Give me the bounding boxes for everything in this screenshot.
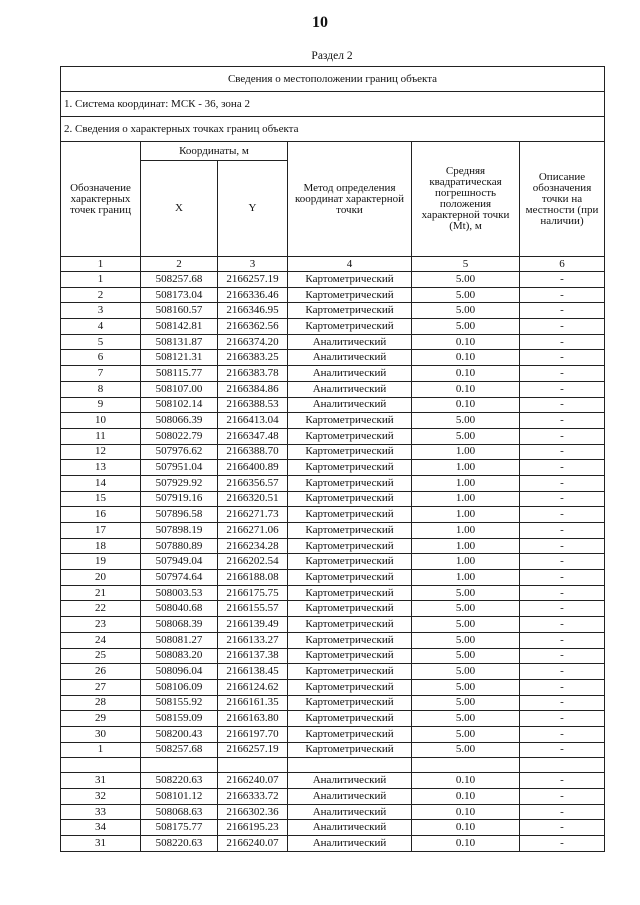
coord-x: 508003.53: [141, 585, 218, 601]
table-row: [61, 836, 605, 852]
accuracy: 0.10: [412, 366, 520, 382]
coord-x: 508131.87: [141, 334, 218, 350]
coord-x: 508220.63: [141, 836, 218, 852]
table-row: [61, 820, 605, 836]
description: -: [520, 413, 605, 429]
table-row: [61, 287, 605, 303]
coord-y: 2166240.07: [218, 773, 288, 789]
description: -: [520, 601, 605, 617]
point-number: 6: [61, 350, 141, 366]
point-number: 34: [61, 820, 141, 836]
table-row: [61, 695, 605, 711]
method: Аналитический: [288, 836, 412, 852]
coord-x: 507974.64: [141, 570, 218, 586]
description: -: [520, 617, 605, 633]
coord-y: 2166155.57: [218, 601, 288, 617]
method: Картометрический: [288, 617, 412, 633]
point-number: 31: [61, 773, 141, 789]
point-number: 1: [61, 742, 141, 758]
coord-x: 508160.57: [141, 303, 218, 319]
coord-x: 507919.16: [141, 491, 218, 507]
coord-x: 508081.27: [141, 632, 218, 648]
table-row: [61, 664, 605, 680]
point-number: 8: [61, 381, 141, 397]
point-number: 32: [61, 789, 141, 805]
coord-x: 507929.92: [141, 475, 218, 491]
method: Картометрический: [288, 319, 412, 335]
header-accuracy: Средняя квадратическая погрешность положения характерной точки (Mt), м: [412, 142, 520, 257]
method: Картометрический: [288, 507, 412, 523]
method: Картометрический: [288, 679, 412, 695]
point-number: 15: [61, 491, 141, 507]
accuracy: 5.00: [412, 272, 520, 288]
method: Аналитический: [288, 366, 412, 382]
point-number: 18: [61, 538, 141, 554]
method: Аналитический: [288, 773, 412, 789]
description: -: [520, 287, 605, 303]
method: Картометрический: [288, 444, 412, 460]
coord-y: 2166195.23: [218, 820, 288, 836]
coord-x: 508106.09: [141, 679, 218, 695]
table-row: [61, 428, 605, 444]
coord-x: 508159.09: [141, 711, 218, 727]
method: Картометрический: [288, 570, 412, 586]
method: Аналитический: [288, 804, 412, 820]
empty-cell: [288, 758, 412, 773]
coord-y: 2166320.51: [218, 491, 288, 507]
table-row: [61, 726, 605, 742]
point-number: 21: [61, 585, 141, 601]
coord-y: 2166388.53: [218, 397, 288, 413]
table-row: [61, 601, 605, 617]
table-row: [61, 334, 605, 350]
coord-x: 508155.92: [141, 695, 218, 711]
description: -: [520, 679, 605, 695]
coord-y: 2166271.73: [218, 507, 288, 523]
coord-system: 1. Система координат: МСК - 36, зона 2: [61, 92, 605, 117]
coord-x: 507898.19: [141, 523, 218, 539]
coord-y: 2166388.70: [218, 444, 288, 460]
point-number: 5: [61, 334, 141, 350]
table-row: [61, 350, 605, 366]
coord-y: 2166138.45: [218, 664, 288, 680]
coord-y: 2166346.95: [218, 303, 288, 319]
accuracy: 5.00: [412, 413, 520, 429]
coord-y: 2166257.19: [218, 742, 288, 758]
method: Картометрический: [288, 648, 412, 664]
description: -: [520, 836, 605, 852]
coord-system-row: [61, 92, 605, 117]
point-number: 31: [61, 836, 141, 852]
table-row: [61, 523, 605, 539]
points-title: 2. Сведения о характерных точках границ объекта: [61, 117, 605, 142]
description: -: [520, 695, 605, 711]
coord-x: 508107.00: [141, 381, 218, 397]
header-method: Метод определения координат характерной точки: [288, 142, 412, 257]
description: -: [520, 554, 605, 570]
header-description: Описание обозначения точки на местности (при наличии): [520, 142, 605, 257]
coord-x: 508115.77: [141, 366, 218, 382]
method: Картометрический: [288, 460, 412, 476]
coord-x: 507951.04: [141, 460, 218, 476]
description: -: [520, 397, 605, 413]
coord-x: 508200.43: [141, 726, 218, 742]
coord-x: 508175.77: [141, 820, 218, 836]
coord-y: 2166383.25: [218, 350, 288, 366]
description: -: [520, 664, 605, 680]
table-row: [61, 804, 605, 820]
table-row: [61, 538, 605, 554]
coord-y: 2166234.28: [218, 538, 288, 554]
coord-x: 508068.63: [141, 804, 218, 820]
column-numbers-row: [61, 257, 605, 272]
coord-y: 2166356.57: [218, 475, 288, 491]
accuracy: 0.10: [412, 350, 520, 366]
coord-y: 2166333.72: [218, 789, 288, 805]
description: -: [520, 523, 605, 539]
point-number: 11: [61, 428, 141, 444]
description: -: [520, 272, 605, 288]
accuracy: 5.00: [412, 726, 520, 742]
method: Картометрический: [288, 601, 412, 617]
description: -: [520, 648, 605, 664]
point-number: 19: [61, 554, 141, 570]
accuracy: 5.00: [412, 742, 520, 758]
description: -: [520, 444, 605, 460]
method: Картометрический: [288, 491, 412, 507]
coord-y: 2166197.70: [218, 726, 288, 742]
accuracy: 5.00: [412, 695, 520, 711]
accuracy: 1.00: [412, 460, 520, 476]
coord-x: 507880.89: [141, 538, 218, 554]
method: Картометрический: [288, 287, 412, 303]
method: Аналитический: [288, 789, 412, 805]
accuracy: 5.00: [412, 319, 520, 335]
coord-y: 2166240.07: [218, 836, 288, 852]
coord-x: 508096.04: [141, 664, 218, 680]
coord-y: 2166347.48: [218, 428, 288, 444]
description: -: [520, 570, 605, 586]
method: Картометрический: [288, 475, 412, 491]
point-number: 26: [61, 664, 141, 680]
description: -: [520, 789, 605, 805]
coord-x: 508066.39: [141, 413, 218, 429]
accuracy: 5.00: [412, 632, 520, 648]
table-row: [61, 413, 605, 429]
boundary-table: [60, 66, 605, 852]
accuracy: 0.10: [412, 789, 520, 805]
description: -: [520, 381, 605, 397]
column-number: 3: [218, 257, 288, 272]
point-number: 14: [61, 475, 141, 491]
coord-x: 508257.68: [141, 272, 218, 288]
accuracy: 5.00: [412, 711, 520, 727]
point-number: 4: [61, 319, 141, 335]
point-number: 29: [61, 711, 141, 727]
coord-x: 507896.58: [141, 507, 218, 523]
accuracy: 1.00: [412, 491, 520, 507]
description: -: [520, 632, 605, 648]
accuracy: 1.00: [412, 523, 520, 539]
description: -: [520, 460, 605, 476]
points-title-row: [61, 117, 605, 142]
coord-y: 2166202.54: [218, 554, 288, 570]
column-number: 2: [141, 257, 218, 272]
table-row: [61, 742, 605, 758]
table-row: [61, 632, 605, 648]
table-row: [61, 570, 605, 586]
coord-x: 508257.68: [141, 742, 218, 758]
description: -: [520, 538, 605, 554]
point-number: 30: [61, 726, 141, 742]
description: -: [520, 350, 605, 366]
coord-y: 2166336.46: [218, 287, 288, 303]
table-row: [61, 366, 605, 382]
coord-x: 508121.31: [141, 350, 218, 366]
method: Картометрический: [288, 554, 412, 570]
point-number: 28: [61, 695, 141, 711]
method: Картометрический: [288, 523, 412, 539]
accuracy: 0.10: [412, 381, 520, 397]
point-number: 33: [61, 804, 141, 820]
method: Картометрический: [288, 585, 412, 601]
table-row: [61, 303, 605, 319]
coord-x: 508102.14: [141, 397, 218, 413]
coord-y: 2166139.49: [218, 617, 288, 633]
coord-x: 508068.39: [141, 617, 218, 633]
table-row: [61, 648, 605, 664]
accuracy: 0.10: [412, 804, 520, 820]
accuracy: 0.10: [412, 397, 520, 413]
empty-cell: [141, 758, 218, 773]
accuracy: 5.00: [412, 287, 520, 303]
table-row: [61, 711, 605, 727]
accuracy: 0.10: [412, 836, 520, 852]
empty-cell: [520, 758, 605, 773]
coord-y: 2166413.04: [218, 413, 288, 429]
description: -: [520, 711, 605, 727]
accuracy: 1.00: [412, 475, 520, 491]
column-number: 1: [61, 257, 141, 272]
point-number: 17: [61, 523, 141, 539]
accuracy: 5.00: [412, 679, 520, 695]
method: Картометрический: [288, 742, 412, 758]
table-row: [61, 475, 605, 491]
point-number: 24: [61, 632, 141, 648]
table-title-row: [61, 67, 605, 92]
method: Картометрический: [288, 413, 412, 429]
point-number: 12: [61, 444, 141, 460]
method: Аналитический: [288, 350, 412, 366]
coord-y: 2166400.89: [218, 460, 288, 476]
accuracy: 0.10: [412, 820, 520, 836]
accuracy: 1.00: [412, 570, 520, 586]
coord-y: 2166137.38: [218, 648, 288, 664]
accuracy: 5.00: [412, 585, 520, 601]
accuracy: 1.00: [412, 554, 520, 570]
description: -: [520, 820, 605, 836]
accuracy: 5.00: [412, 601, 520, 617]
description: -: [520, 334, 605, 350]
coord-y: 2166163.80: [218, 711, 288, 727]
description: -: [520, 585, 605, 601]
point-number: 2: [61, 287, 141, 303]
method: Картометрический: [288, 695, 412, 711]
coord-y: 2166302.36: [218, 804, 288, 820]
description: -: [520, 726, 605, 742]
table-row: [61, 319, 605, 335]
separator-row: [61, 758, 605, 773]
coord-y: 2166188.08: [218, 570, 288, 586]
table-row: [61, 679, 605, 695]
page-number: 10: [312, 14, 328, 31]
coord-x: 508142.81: [141, 319, 218, 335]
header-x: X: [141, 161, 218, 257]
coord-y: 2166271.06: [218, 523, 288, 539]
section-title: Раздел 2: [311, 50, 353, 62]
point-number: 23: [61, 617, 141, 633]
coord-x: 508040.68: [141, 601, 218, 617]
table-row: [61, 554, 605, 570]
accuracy: 5.00: [412, 428, 520, 444]
table-row: [61, 773, 605, 789]
point-number: 10: [61, 413, 141, 429]
accuracy: 0.10: [412, 773, 520, 789]
table-row: [61, 617, 605, 633]
point-number: 16: [61, 507, 141, 523]
description: -: [520, 475, 605, 491]
description: -: [520, 773, 605, 789]
coord-x: 508220.63: [141, 773, 218, 789]
method: Аналитический: [288, 397, 412, 413]
accuracy: 5.00: [412, 664, 520, 680]
method: Картометрический: [288, 538, 412, 554]
column-number: 4: [288, 257, 412, 272]
empty-cell: [61, 758, 141, 773]
coord-y: 2166257.19: [218, 272, 288, 288]
coord-x: 508101.12: [141, 789, 218, 805]
column-number: 6: [520, 257, 605, 272]
table-row: [61, 507, 605, 523]
description: -: [520, 319, 605, 335]
accuracy: 0.10: [412, 334, 520, 350]
coord-y: 2166175.75: [218, 585, 288, 601]
method: Аналитический: [288, 334, 412, 350]
coord-y: 2166383.78: [218, 366, 288, 382]
description: -: [520, 507, 605, 523]
accuracy: 1.00: [412, 507, 520, 523]
point-number: 27: [61, 679, 141, 695]
accuracy: 1.00: [412, 538, 520, 554]
description: -: [520, 303, 605, 319]
table-row: [61, 491, 605, 507]
empty-cell: [412, 758, 520, 773]
method: Картометрический: [288, 632, 412, 648]
point-number: 13: [61, 460, 141, 476]
accuracy: 5.00: [412, 648, 520, 664]
description: -: [520, 491, 605, 507]
method: Картометрический: [288, 726, 412, 742]
method: Картометрический: [288, 303, 412, 319]
method: Картометрический: [288, 711, 412, 727]
point-number: 9: [61, 397, 141, 413]
accuracy: 5.00: [412, 303, 520, 319]
table-row: [61, 397, 605, 413]
table-row: [61, 444, 605, 460]
point-number: 22: [61, 601, 141, 617]
empty-cell: [218, 758, 288, 773]
coord-y: 2166133.27: [218, 632, 288, 648]
table-row: [61, 585, 605, 601]
description: -: [520, 742, 605, 758]
coord-x: 507949.04: [141, 554, 218, 570]
point-number: 20: [61, 570, 141, 586]
table-title: Сведения о местоположении границ объекта: [61, 67, 605, 92]
point-number: 7: [61, 366, 141, 382]
table-row: [61, 272, 605, 288]
coord-y: 2166362.56: [218, 319, 288, 335]
point-number: 25: [61, 648, 141, 664]
description: -: [520, 428, 605, 444]
column-number: 5: [412, 257, 520, 272]
method: Картометрический: [288, 664, 412, 680]
coord-x: 508173.04: [141, 287, 218, 303]
method: Аналитический: [288, 381, 412, 397]
method: Картометрический: [288, 272, 412, 288]
header-point: Обозначение характерных точек границ: [61, 142, 141, 257]
coord-y: 2166124.62: [218, 679, 288, 695]
header-y: Y: [218, 161, 288, 257]
coord-x: 508083.20: [141, 648, 218, 664]
coord-x: 507976.62: [141, 444, 218, 460]
accuracy: 1.00: [412, 444, 520, 460]
method: Аналитический: [288, 820, 412, 836]
description: -: [520, 366, 605, 382]
description: -: [520, 804, 605, 820]
point-number: 1: [61, 272, 141, 288]
table-row: [61, 460, 605, 476]
accuracy: 5.00: [412, 617, 520, 633]
point-number: 3: [61, 303, 141, 319]
coord-y: 2166384.86: [218, 381, 288, 397]
header-coords: Координаты, м: [141, 142, 288, 161]
coord-y: 2166374.20: [218, 334, 288, 350]
table-row: [61, 381, 605, 397]
coord-y: 2166161.35: [218, 695, 288, 711]
method: Картометрический: [288, 428, 412, 444]
table-row: [61, 789, 605, 805]
coord-x: 508022.79: [141, 428, 218, 444]
column-header-row: [61, 142, 605, 161]
